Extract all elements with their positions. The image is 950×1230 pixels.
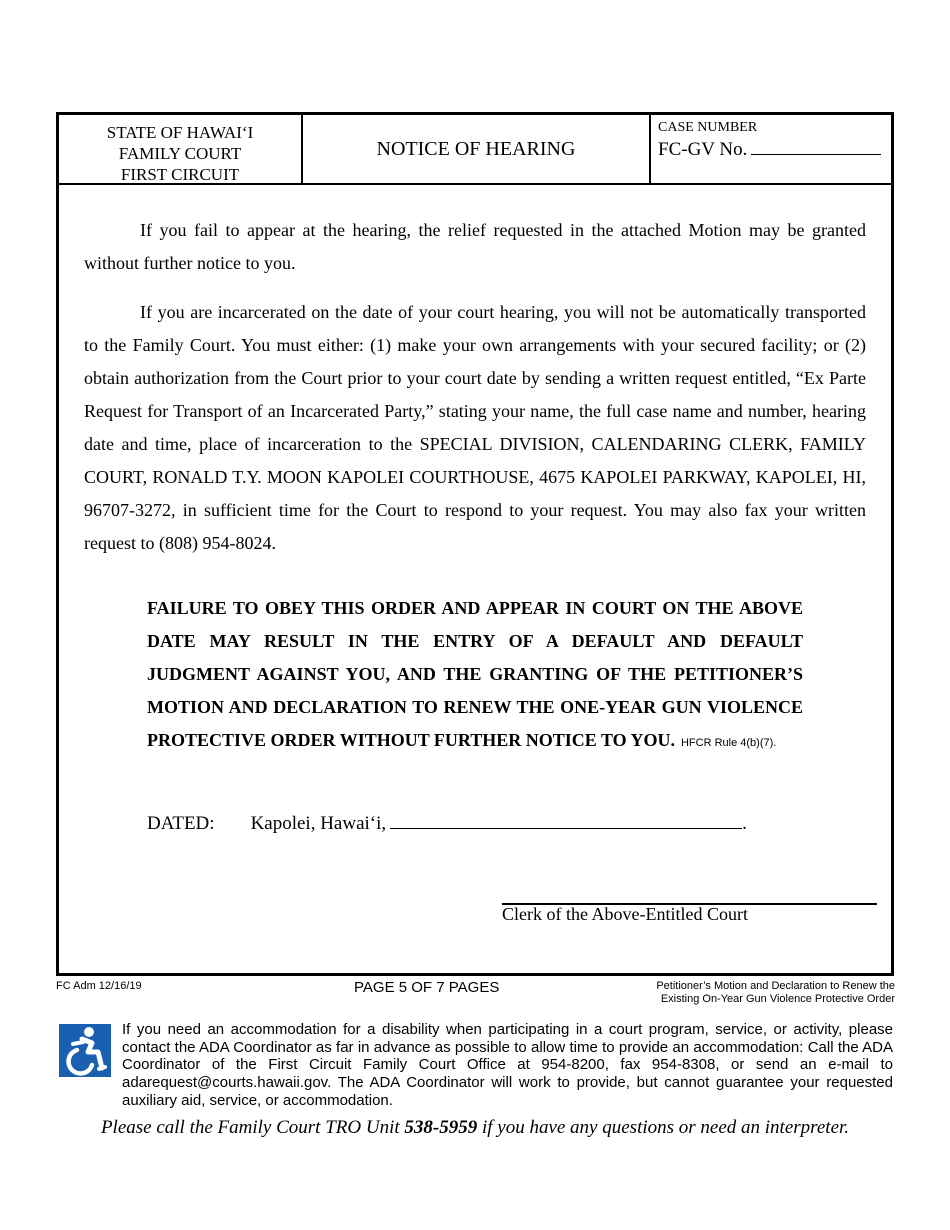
date-blank [390, 810, 742, 829]
rule-reference: HFCR Rule 4(b)(7). [680, 737, 777, 749]
case-number-prefix: FC-GV No. [658, 139, 748, 160]
para1-lead: If you fail to appear at the hearing, the relief requested in the attached Motion may be granted without [84, 220, 866, 273]
tro-before: Please call the Family Court TRO Unit [100, 1117, 400, 1138]
ada-notice: If you need an accommodation for a disability when participating in a court program, service, or activity, please contact the ADA Coordinator as far in advance as possible to allow time to provide an accommodation: Call the ADA Coordinator of the First Circuit Family Court Office at 954-8200, fax 954-8308, or send an e-mail to adarequest@courts.hawaii.gov. The ADA Coordinator will work to provide, but cannot guarantee your requested auxiliary aid, service, or accommodation. [122, 1021, 893, 1109]
tro-after: if you have any questions or need an interpreter. [481, 1117, 850, 1138]
warning-text: FAILURE TO OBEY THIS ORDER AND APPEAR IN COURT ON THE ABOVE DATE MAY RESULT IN THE ENTRY OF A DEFAULT AND DEFAULT JUDGMENT AGAINST YOU, AND THE GRANTING OF THE PETITIONER’S MOTION AND DECLARATION TO RENEW THE ONE-YEAR GUN VIOLENCE PROTECTIVE ORDER WITHOUT FURTHER NOTICE TO YOU. [147, 598, 803, 750]
para2-rest: to the Family Court. You must either: (1) make your own arrangements with your secured facility; or (2) obtain authorization from the Court prior to your court date by sending a written request entitled, “Ex Parte Request for Transport of an Incarcerated Party,” stating your name, the full case name and number, hearing date and time, place of incarceration to the SPECIAL DIVISION, CALENDARING CLERK, FAMILY COURT, RONALD T.Y. MOON KAPOLEI COURTHOUSE, 4675 KAPOLEI PARKWAY, KAPOLEI, HI, 96707-3272, in sufficient time for the Court to respond to your request. You may also fax your written request to (808) 954-8024. [84, 335, 866, 553]
case-number-field [658, 138, 891, 161]
tro-phone: 538-5959 [404, 1117, 478, 1138]
para1-rest: further notice to you. [143, 253, 296, 273]
document-title: NOTICE OF HEARING [303, 115, 651, 183]
document-title-footer [595, 980, 895, 1006]
dated-location: Kapolei, Hawai‘i, [250, 813, 387, 834]
case-number-blank [751, 138, 881, 155]
case-number-box [651, 115, 891, 183]
dated-end: . [742, 813, 747, 834]
doc-title-line2: Existing On-Year Gun Violence Protective Order [660, 993, 895, 1005]
page-info: PAGE 5 OF 7 PAGES [354, 979, 500, 996]
failure-to-appear-paragraph [84, 214, 866, 280]
doc-title-line1: Petitioner’s Motion and Declaration to Renew the [656, 980, 895, 992]
accessibility-icon [59, 1024, 111, 1077]
signature-label: Clerk of the Above-Entitled Court [502, 904, 748, 924]
incarceration-paragraph [84, 296, 866, 560]
court-info [59, 115, 303, 183]
case-header [56, 112, 894, 185]
dated-line [147, 810, 747, 835]
default-warning [147, 592, 803, 760]
tro-notice [0, 1117, 950, 1139]
court-circuit: FIRST CIRCUIT [120, 165, 240, 184]
court-name: FAMILY COURT [118, 144, 242, 163]
form-id: FC Adm 12/16/19 [56, 980, 142, 992]
case-number-label: CASE NUMBER [658, 120, 758, 135]
dated-label: DATED: [147, 813, 215, 834]
para2-lead: If you are incarcerated on the date of your court hearing, you will not be automatically transported [140, 302, 866, 322]
court-state: STATE OF HAWAI‘I [106, 123, 254, 142]
